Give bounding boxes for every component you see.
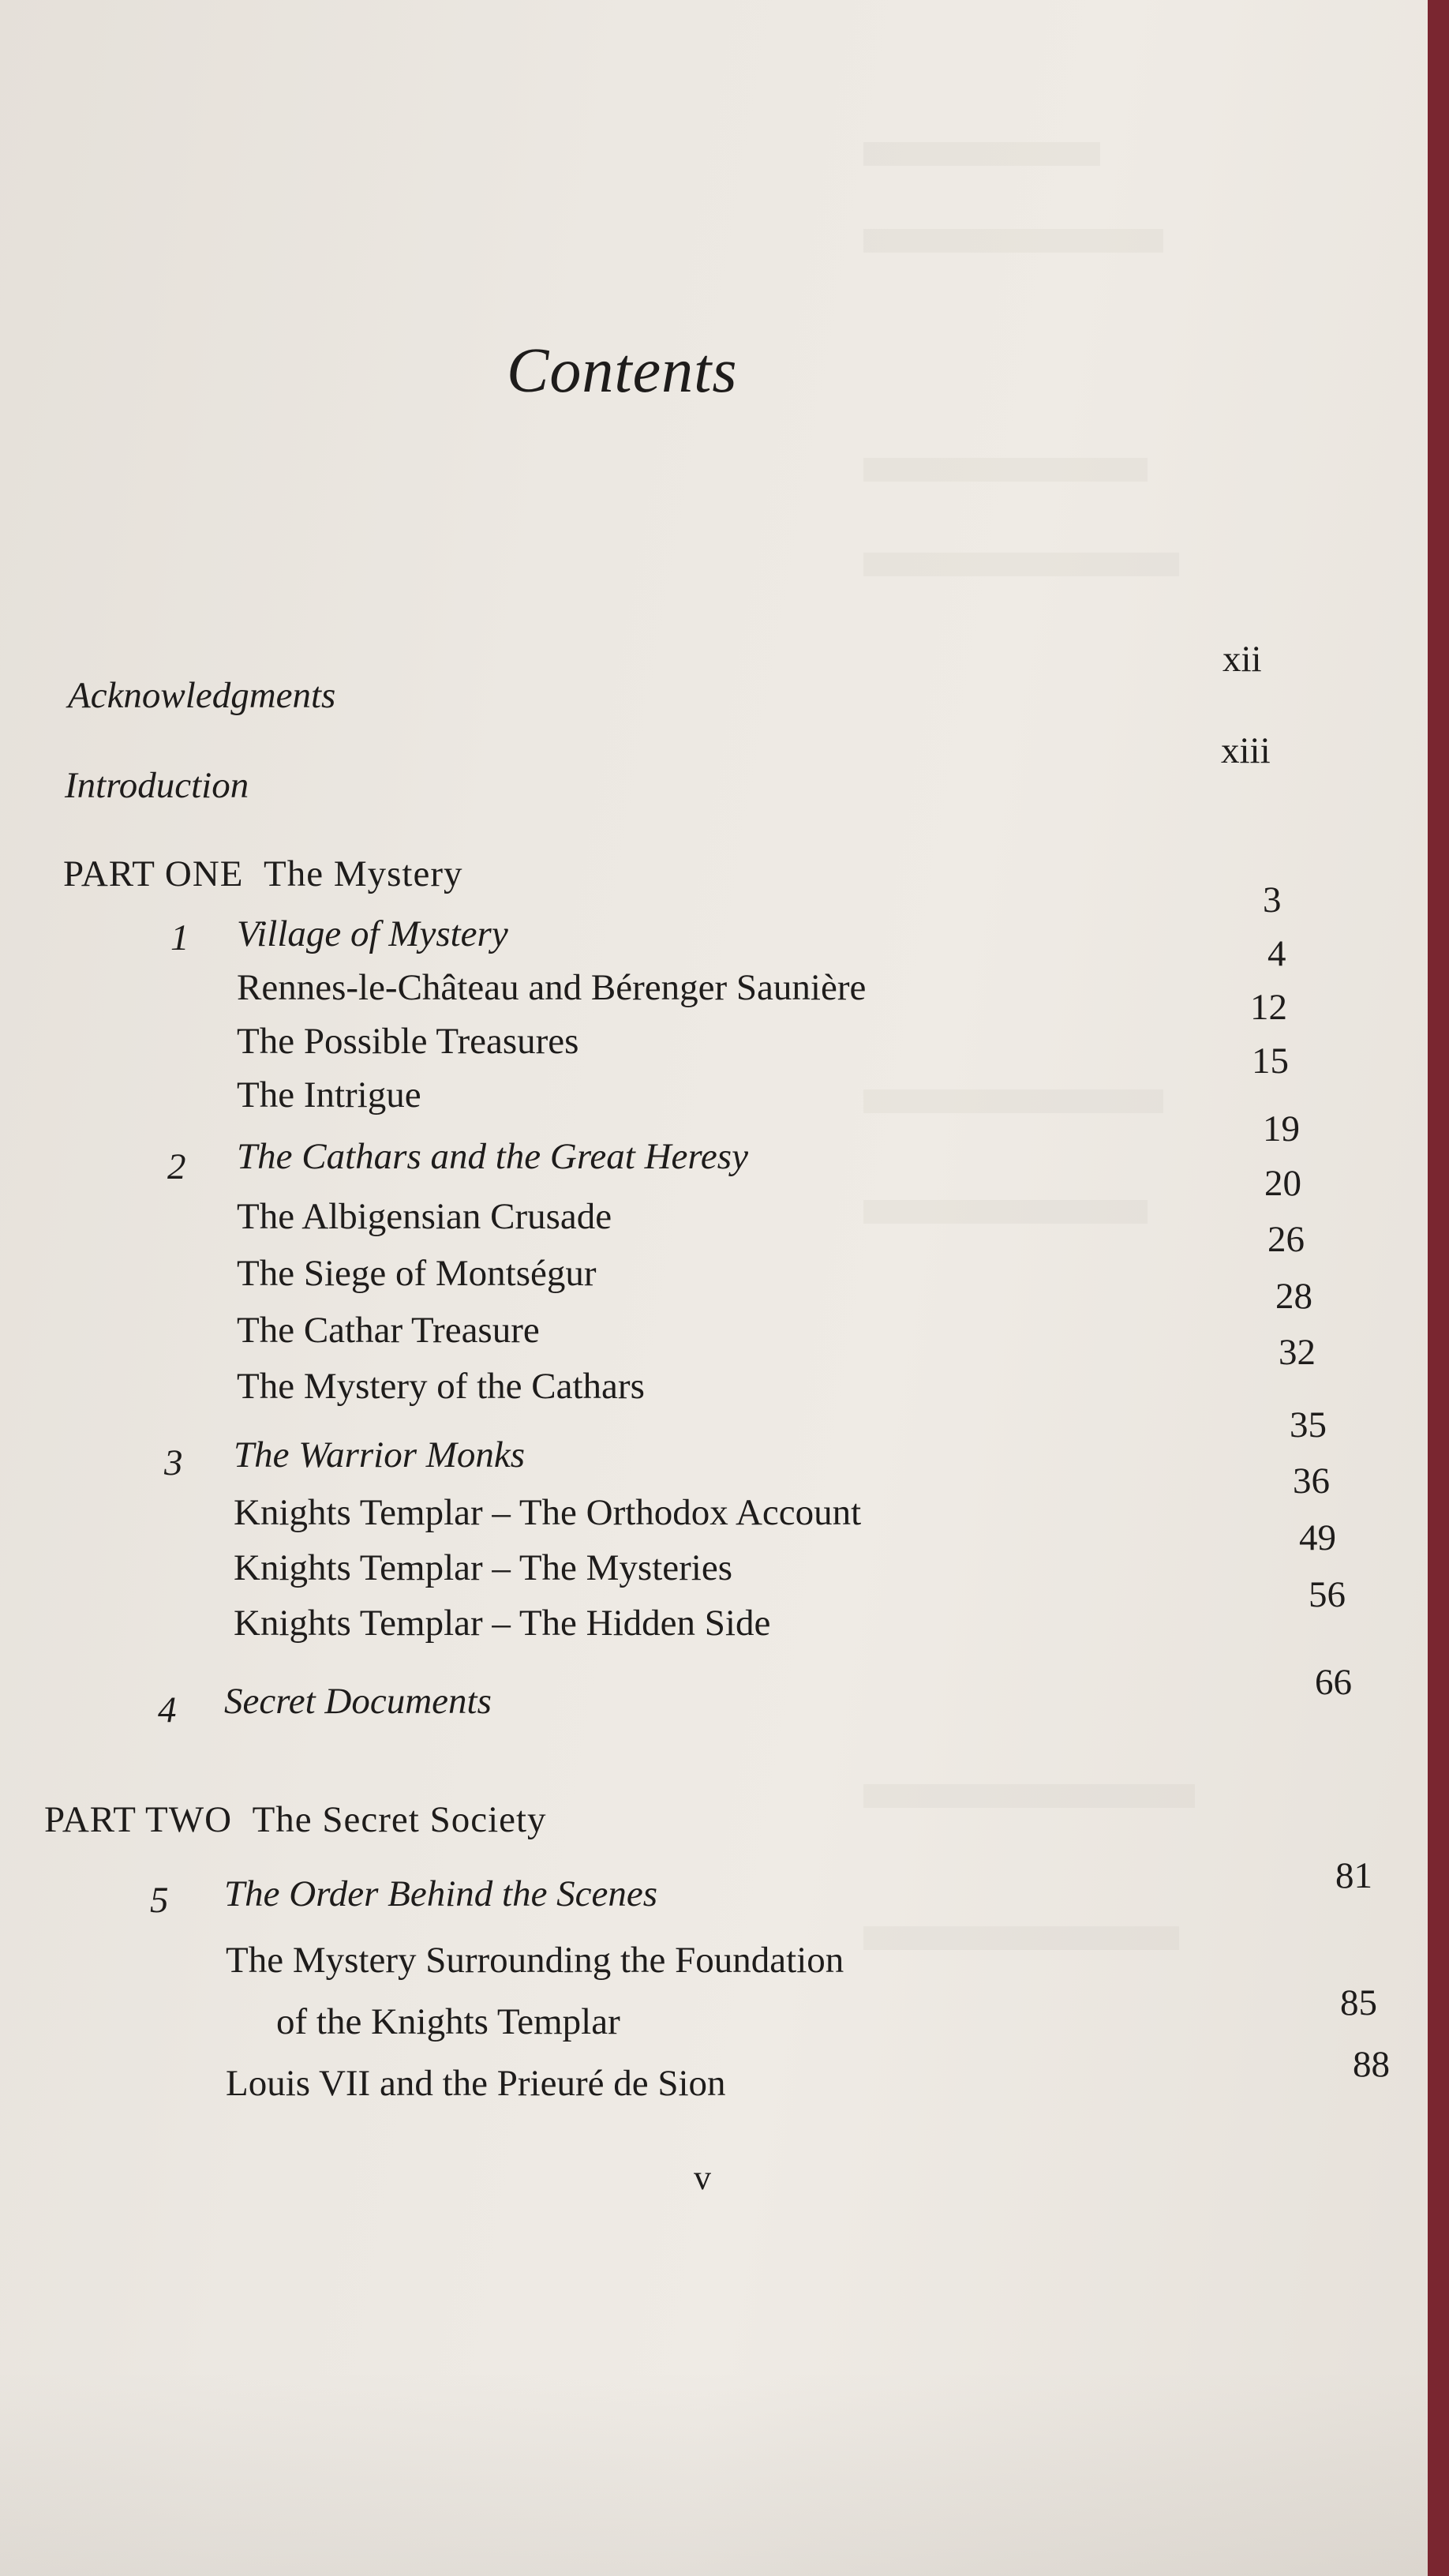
show-through xyxy=(863,1926,1179,1950)
page-number: 49 xyxy=(1299,1517,1336,1558)
show-through xyxy=(863,1200,1148,1224)
part-label: PART ONE xyxy=(63,853,244,894)
page-title: Contents xyxy=(507,336,738,406)
section-title: The Possible Treasures xyxy=(237,1021,579,1062)
show-through xyxy=(863,1784,1195,1808)
section-title: Knights Templar – The Mysteries xyxy=(234,1547,732,1588)
page-number: xiii xyxy=(1221,730,1271,771)
page-number: 66 xyxy=(1315,1662,1352,1703)
page-number: 28 xyxy=(1275,1276,1312,1317)
page-number: 15 xyxy=(1252,1041,1289,1082)
page-number: 3 xyxy=(1263,879,1282,921)
page-number: 88 xyxy=(1353,2044,1390,2085)
page-number: 26 xyxy=(1267,1219,1305,1260)
section-title: Knights Templar – The Orthodox Account xyxy=(234,1492,862,1533)
chapter-title: The Cathars and the Great Heresy xyxy=(237,1136,748,1177)
section-title: The Cathar Treasure xyxy=(237,1310,540,1351)
section-title-continued: of the Knights Templar xyxy=(276,2001,620,2042)
show-through xyxy=(863,142,1100,166)
chapter-title: Village of Mystery xyxy=(237,913,508,954)
toc-entry-introduction: Introduction xyxy=(65,765,249,806)
chapter-number: 5 xyxy=(150,1880,169,1921)
page-number: 19 xyxy=(1263,1108,1300,1149)
section-title: The Albigensian Crusade xyxy=(237,1196,612,1237)
page-number: xii xyxy=(1222,639,1262,680)
show-through xyxy=(863,553,1179,576)
part-label: PART TWO xyxy=(44,1799,233,1840)
chapter-number: 4 xyxy=(158,1689,177,1730)
toc-entry-acknowledgments: Acknowledgments xyxy=(68,675,336,716)
chapter-number: 1 xyxy=(170,917,189,958)
page-number: 4 xyxy=(1267,933,1286,974)
page-number: 56 xyxy=(1309,1574,1346,1615)
section-title: Knights Templar – The Hidden Side xyxy=(234,1603,771,1644)
chapter-number: 3 xyxy=(164,1442,183,1483)
page-number: 35 xyxy=(1290,1404,1327,1445)
section-title: The Siege of Montségur xyxy=(237,1253,597,1294)
part-heading-one xyxy=(63,853,463,894)
show-through xyxy=(863,229,1163,253)
show-through xyxy=(863,1089,1163,1113)
page-number: 32 xyxy=(1279,1332,1316,1373)
chapter-title: The Order Behind the Scenes xyxy=(224,1873,658,1914)
section-title: The Mystery of the Cathars xyxy=(237,1366,645,1407)
section-title: The Intrigue xyxy=(237,1074,421,1116)
part-heading-two xyxy=(44,1799,547,1840)
show-through xyxy=(863,458,1148,482)
section-title: Rennes-le-Château and Bérenger Saunière xyxy=(237,967,867,1008)
page-folio: v xyxy=(694,2158,711,2197)
section-title: Louis VII and the Prieuré de Sion xyxy=(226,2063,726,2104)
page-number: 81 xyxy=(1335,1855,1372,1896)
section-title: The Mystery Surrounding the Foundation xyxy=(226,1940,844,1981)
page-number: 20 xyxy=(1264,1163,1301,1204)
page-number: 85 xyxy=(1340,1982,1377,2023)
chapter-number: 2 xyxy=(167,1146,186,1187)
part-name: The Secret Society xyxy=(252,1799,547,1840)
page-number: 36 xyxy=(1293,1460,1330,1502)
part-name: The Mystery xyxy=(264,853,463,894)
page-number: 12 xyxy=(1250,987,1287,1028)
chapter-title: Secret Documents xyxy=(224,1681,492,1722)
chapter-title: The Warrior Monks xyxy=(234,1434,526,1475)
